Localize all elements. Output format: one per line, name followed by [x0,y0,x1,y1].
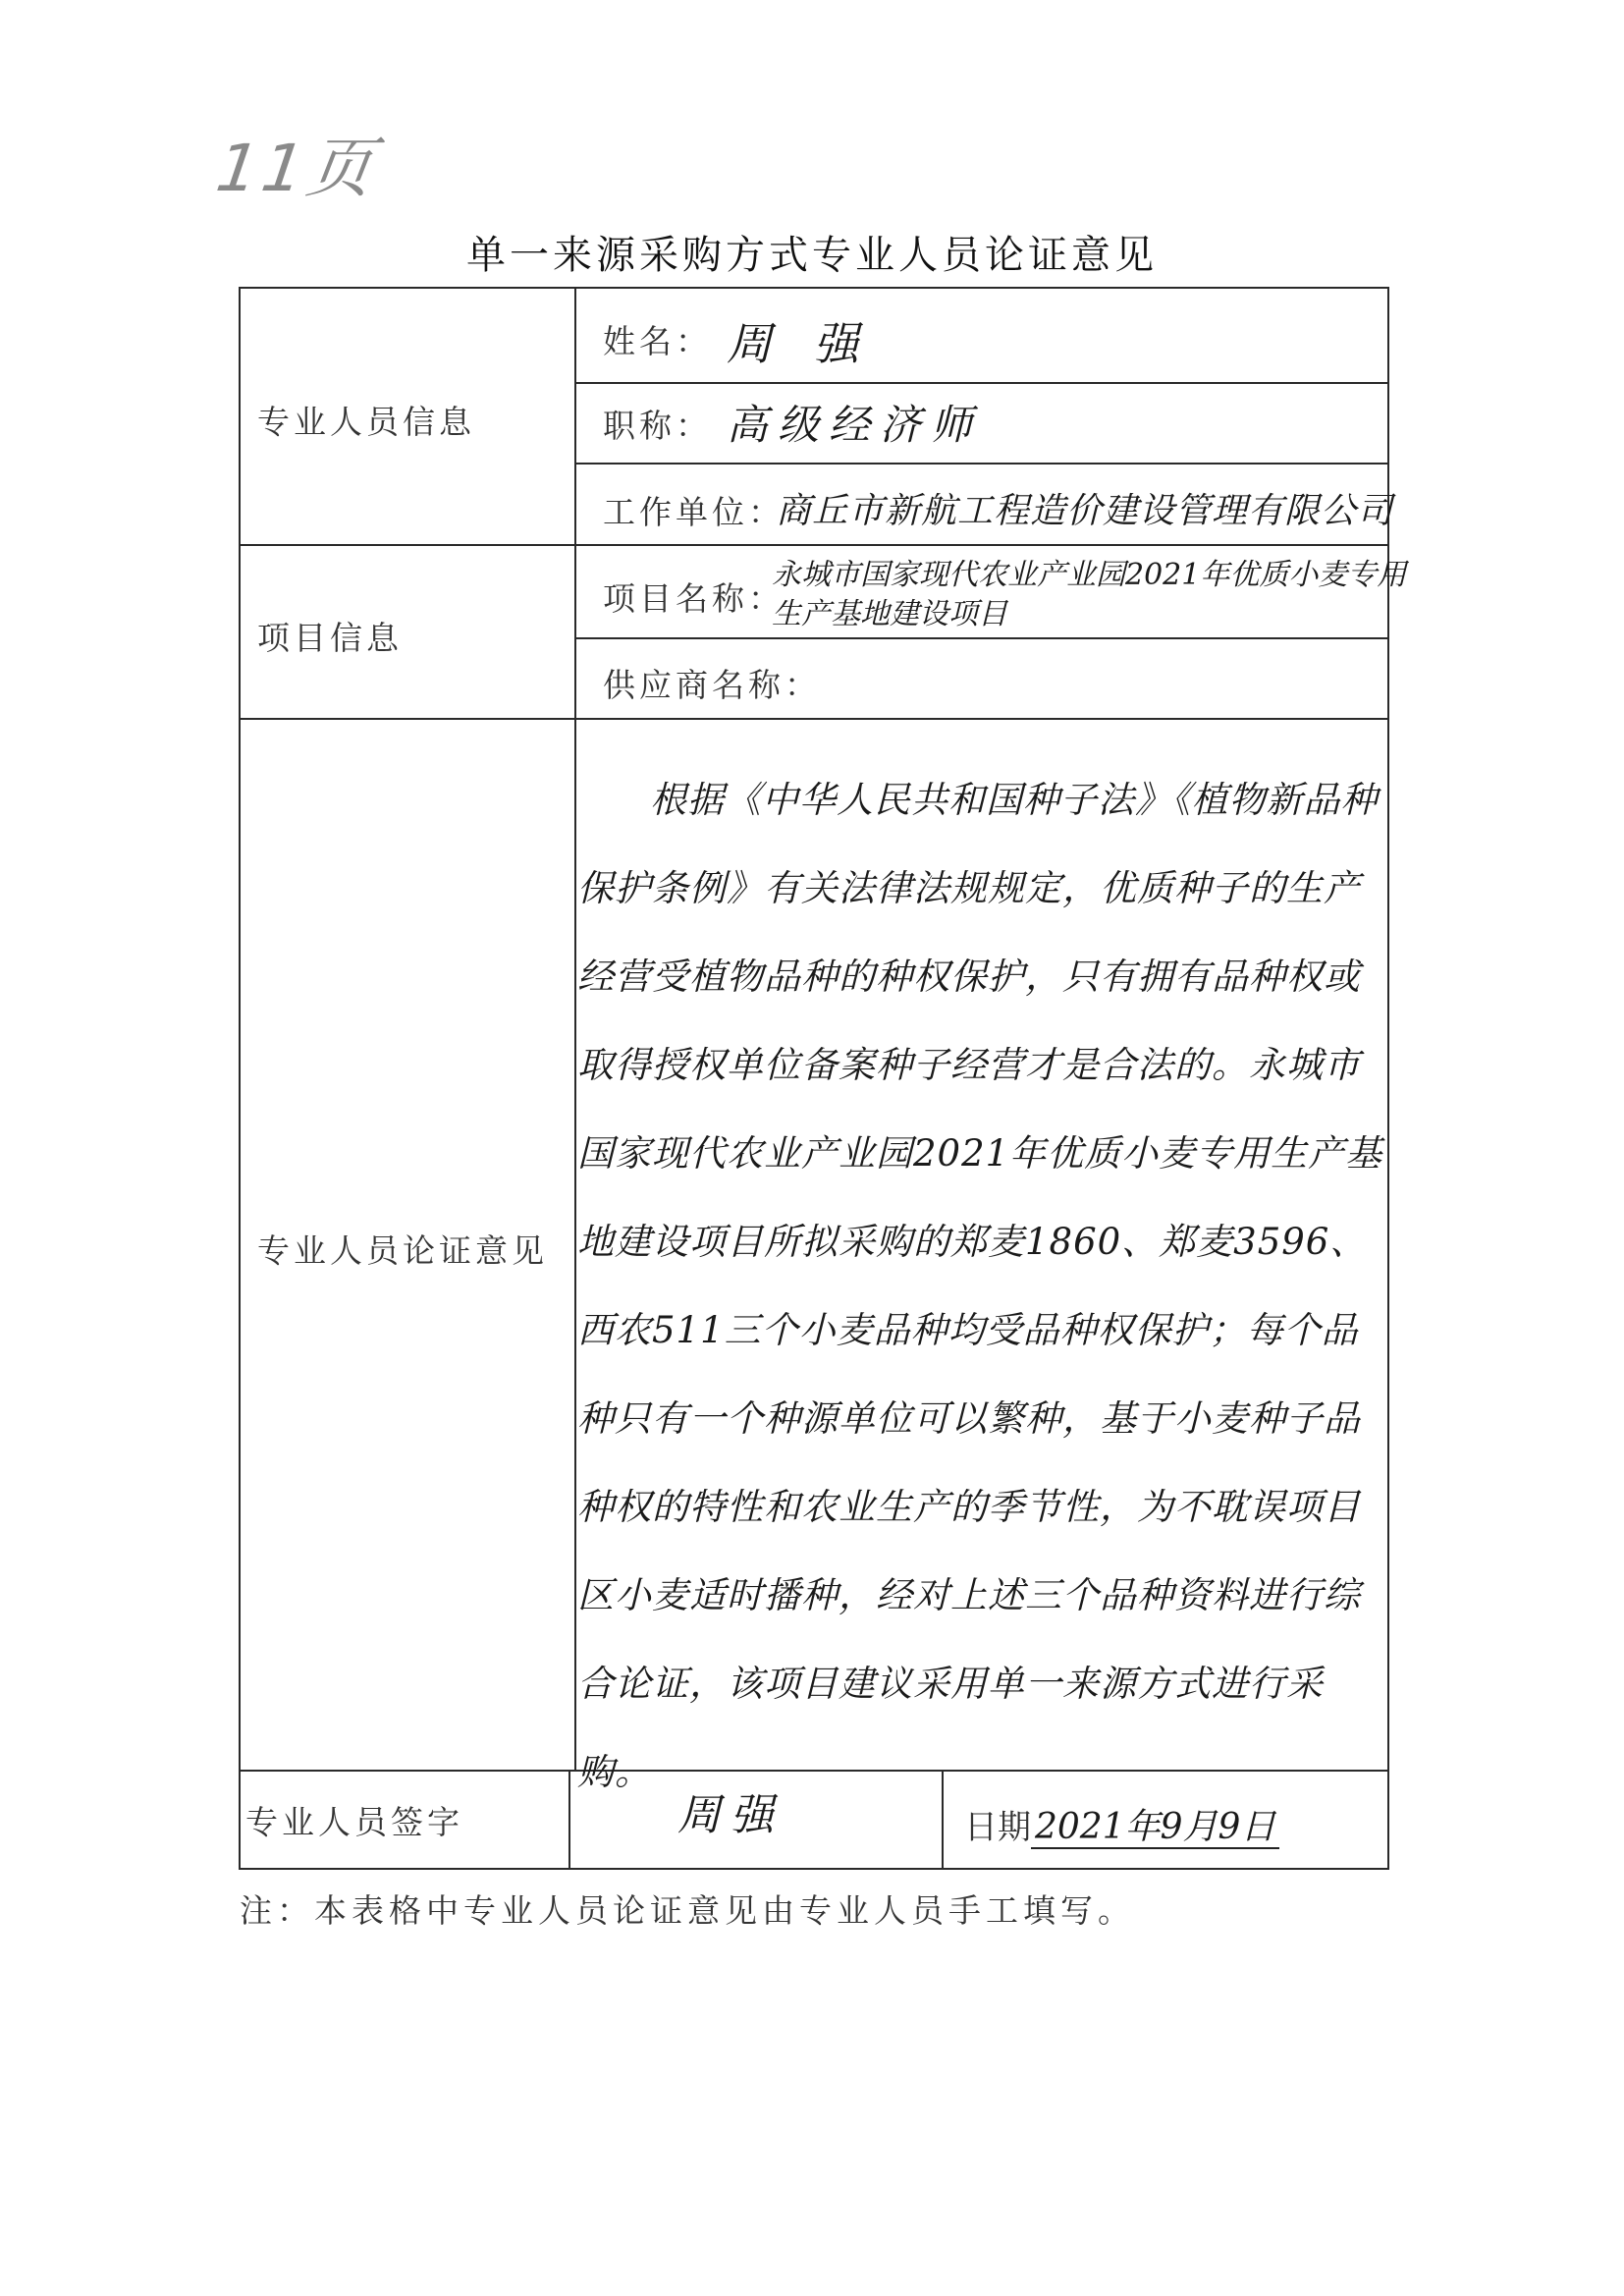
work-unit-field-value: 商丘市新航工程造价建设管理有限公司 [776,491,1394,531]
section-signature-label: 专业人员签字 [245,1803,463,1841]
project-name-field-value: 永城市国家现代农业产业园2021年优质小麦专用生产基地建设项目 [772,558,1407,631]
project-name-field-label: 项目名称： [603,579,785,618]
date-value: 2021年9月9日 [1031,1807,1279,1849]
title-field-value: 高级经济师 [727,401,983,449]
supplier-name-field-label: 供应商名称： [603,666,821,704]
name-field-label: 姓名： [603,322,712,360]
page-number-handwritten: 11页 [211,131,382,206]
title-field-label: 职称： [603,407,712,445]
section-opinion-label: 专业人员论证意见 [257,1231,548,1270]
date-label: 日期 [964,1808,1031,1847]
document-title: 单一来源采购方式专业人员论证意见 [466,233,1158,278]
work-unit-field-label: 工作单位： [603,493,785,531]
date-field [964,1799,1279,1849]
section-project-info-label: 项目信息 [257,619,403,657]
section-personnel-info-label: 专业人员信息 [257,403,475,441]
name-field-value: 周 强 [727,317,873,370]
signature-value: 周强 [677,1790,784,1840]
opinion-text: 根据《中华人民共和国种子法》《植物新品种保护条例》有关法律法规规定，优质种子的生产经营受植物品种的种权保护，只有拥有品种权或取得授权单位备案种子经营才是合法的。永城市国家现代农业产业园2021年优质小麦专用生产基地建设项目所拟采购的郑麦1860、郑麦3596、西农511三个小麦品种均受品种权保护；每个品种只有一个种源单位可以繁种，基于小麦种子品种权的特性和农业生产的季节性，为不耽误项目区小麦适时播种，经对上述三个品种资料进行综合论证，该项目建议采用单一来源方式进行采购。 [577,779,1383,1793]
footnote: 注：本表格中专业人员论证意见由专业人员手工填写。 [240,1891,1135,1930]
